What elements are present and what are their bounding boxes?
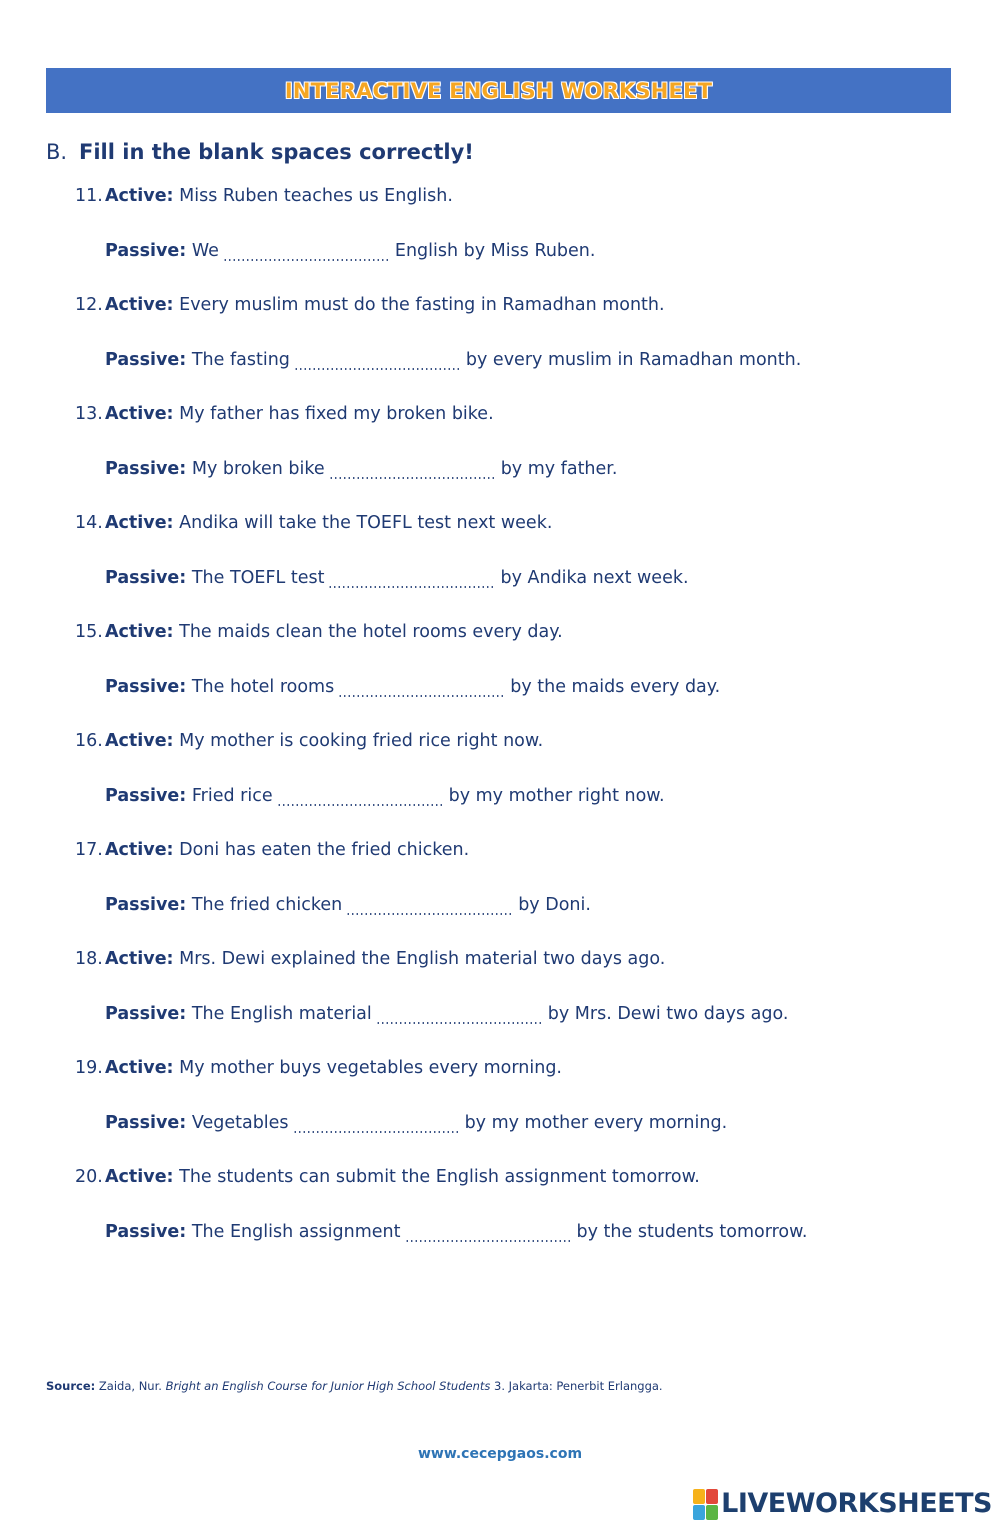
passive-sentence [105, 786, 665, 809]
passive-text-before: The English assignment [191, 1222, 401, 1242]
passive-label: Passive: [105, 459, 187, 479]
passive-label: Passive: [105, 1222, 187, 1242]
passive-text-after: English by Miss Ruben. [394, 241, 596, 261]
active-sentence [75, 295, 665, 315]
answer-input[interactable] [294, 355, 462, 373]
active-text: The maids clean the hotel rooms every day. [179, 622, 563, 642]
active-label: Active: [105, 295, 174, 315]
active-text: Andika will take the TOEFL test next week. [179, 513, 553, 533]
passive-label: Passive: [105, 786, 187, 806]
active-text: My mother buys vegetables every morning. [179, 1058, 562, 1078]
item-number: 12. [75, 295, 103, 315]
active-text: My mother is cooking fried rice right now. [179, 731, 544, 751]
passive-sentence [105, 895, 591, 918]
passive-text-after: by every muslim in Ramadhan month. [465, 350, 802, 370]
passive-label: Passive: [105, 350, 187, 370]
passive-label: Passive: [105, 677, 187, 697]
active-sentence [75, 731, 543, 751]
page-title: INTERACTIVE ENGLISH WORKSHEET [284, 78, 713, 103]
answer-input[interactable] [405, 1227, 573, 1245]
active-label: Active: [105, 404, 174, 424]
active-sentence [75, 1167, 700, 1187]
active-text: Doni has eaten the fried chicken. [179, 840, 470, 860]
section-heading [46, 140, 474, 164]
passive-text-after: by Mrs. Dewi two days ago. [547, 1004, 789, 1024]
passive-text-after: by Andika next week. [500, 568, 689, 588]
answer-input[interactable] [376, 1009, 544, 1027]
active-label: Active: [105, 731, 174, 751]
source-title: Bright an English Course for Junior High School Students [165, 1379, 491, 1393]
active-label: Active: [105, 1058, 174, 1078]
item-number: 18. [75, 949, 103, 969]
active-text: My father has fixed my broken bike. [179, 404, 494, 424]
active-text: Mrs. Dewi explained the English material two days ago. [179, 949, 666, 969]
section-instruction: Fill in the blank spaces correctly! [79, 140, 474, 164]
active-label: Active: [105, 1167, 174, 1187]
active-sentence [75, 513, 552, 533]
website-link[interactable]: www.cecepgaos.com [417, 1446, 583, 1462]
passive-sentence [105, 1222, 807, 1245]
active-sentence [75, 949, 665, 969]
liveworksheets-brand: LIVEWORKSHEETS [721, 1488, 992, 1519]
passive-text-before: Vegetables [191, 1113, 289, 1133]
answer-input[interactable] [338, 682, 506, 700]
passive-text-after: by my mother right now. [448, 786, 665, 806]
passive-text-after: by my father. [500, 459, 618, 479]
item-number: 11. [75, 186, 103, 206]
item-number: 14. [75, 513, 103, 533]
passive-text-before: My broken bike [191, 459, 325, 479]
passive-label: Passive: [105, 895, 187, 915]
source-author: Zaida, Nur. [98, 1379, 162, 1393]
active-label: Active: [105, 840, 174, 860]
item-number: 20. [75, 1167, 103, 1187]
passive-text-after: by Doni. [518, 895, 591, 915]
source-rest: 3. Jakarta: Penerbit Erlangga. [494, 1379, 663, 1393]
active-text: Miss Ruben teaches us English. [179, 186, 453, 206]
item-number: 15. [75, 622, 103, 642]
active-text: The students can submit the English assignment tomorrow. [179, 1167, 700, 1187]
passive-text-after: by the maids every day. [510, 677, 721, 697]
passive-text-before: Fried rice [191, 786, 273, 806]
liveworksheets-logo[interactable] [693, 1488, 992, 1519]
passive-label: Passive: [105, 568, 187, 588]
passive-sentence [105, 677, 720, 700]
active-label: Active: [105, 949, 174, 969]
passive-text-after: by the students tomorrow. [576, 1222, 808, 1242]
active-sentence [75, 622, 563, 642]
passive-sentence [105, 241, 595, 264]
passive-text-before: We [191, 241, 219, 261]
answer-input[interactable] [277, 791, 445, 809]
answer-input[interactable] [346, 900, 514, 918]
item-number: 19. [75, 1058, 103, 1078]
passive-text-before: The fried chicken [191, 895, 343, 915]
source-citation [46, 1379, 663, 1393]
answer-input[interactable] [328, 573, 496, 591]
item-number: 16. [75, 731, 103, 751]
passive-text-after: by my mother every morning. [464, 1113, 728, 1133]
passive-label: Passive: [105, 1113, 187, 1133]
item-number: 17. [75, 840, 103, 860]
answer-input[interactable] [329, 464, 497, 482]
active-text: Every muslim must do the fasting in Ramadhan month. [179, 295, 665, 315]
passive-sentence [105, 1113, 727, 1136]
passive-sentence [105, 568, 689, 591]
passive-text-before: The TOEFL test [191, 568, 325, 588]
passive-text-before: The hotel rooms [191, 677, 335, 697]
item-number: 13. [75, 404, 103, 424]
active-label: Active: [105, 513, 174, 533]
active-label: Active: [105, 186, 174, 206]
source-label: Source: [46, 1379, 96, 1393]
passive-sentence [105, 1004, 788, 1027]
liveworksheets-logo-icon [693, 1489, 717, 1519]
section-letter: B. [46, 140, 68, 164]
passive-text-before: The fasting [191, 350, 290, 370]
active-sentence [75, 186, 453, 206]
passive-label: Passive: [105, 241, 187, 261]
answer-input[interactable] [223, 246, 391, 264]
active-sentence [75, 404, 494, 424]
active-label: Active: [105, 622, 174, 642]
passive-label: Passive: [105, 1004, 187, 1024]
answer-input[interactable] [293, 1118, 461, 1136]
passive-sentence [105, 459, 617, 482]
active-sentence [75, 1058, 562, 1078]
active-sentence [75, 840, 469, 860]
passive-text-before: The English material [191, 1004, 372, 1024]
passive-sentence [105, 350, 801, 373]
header-banner [46, 68, 951, 113]
